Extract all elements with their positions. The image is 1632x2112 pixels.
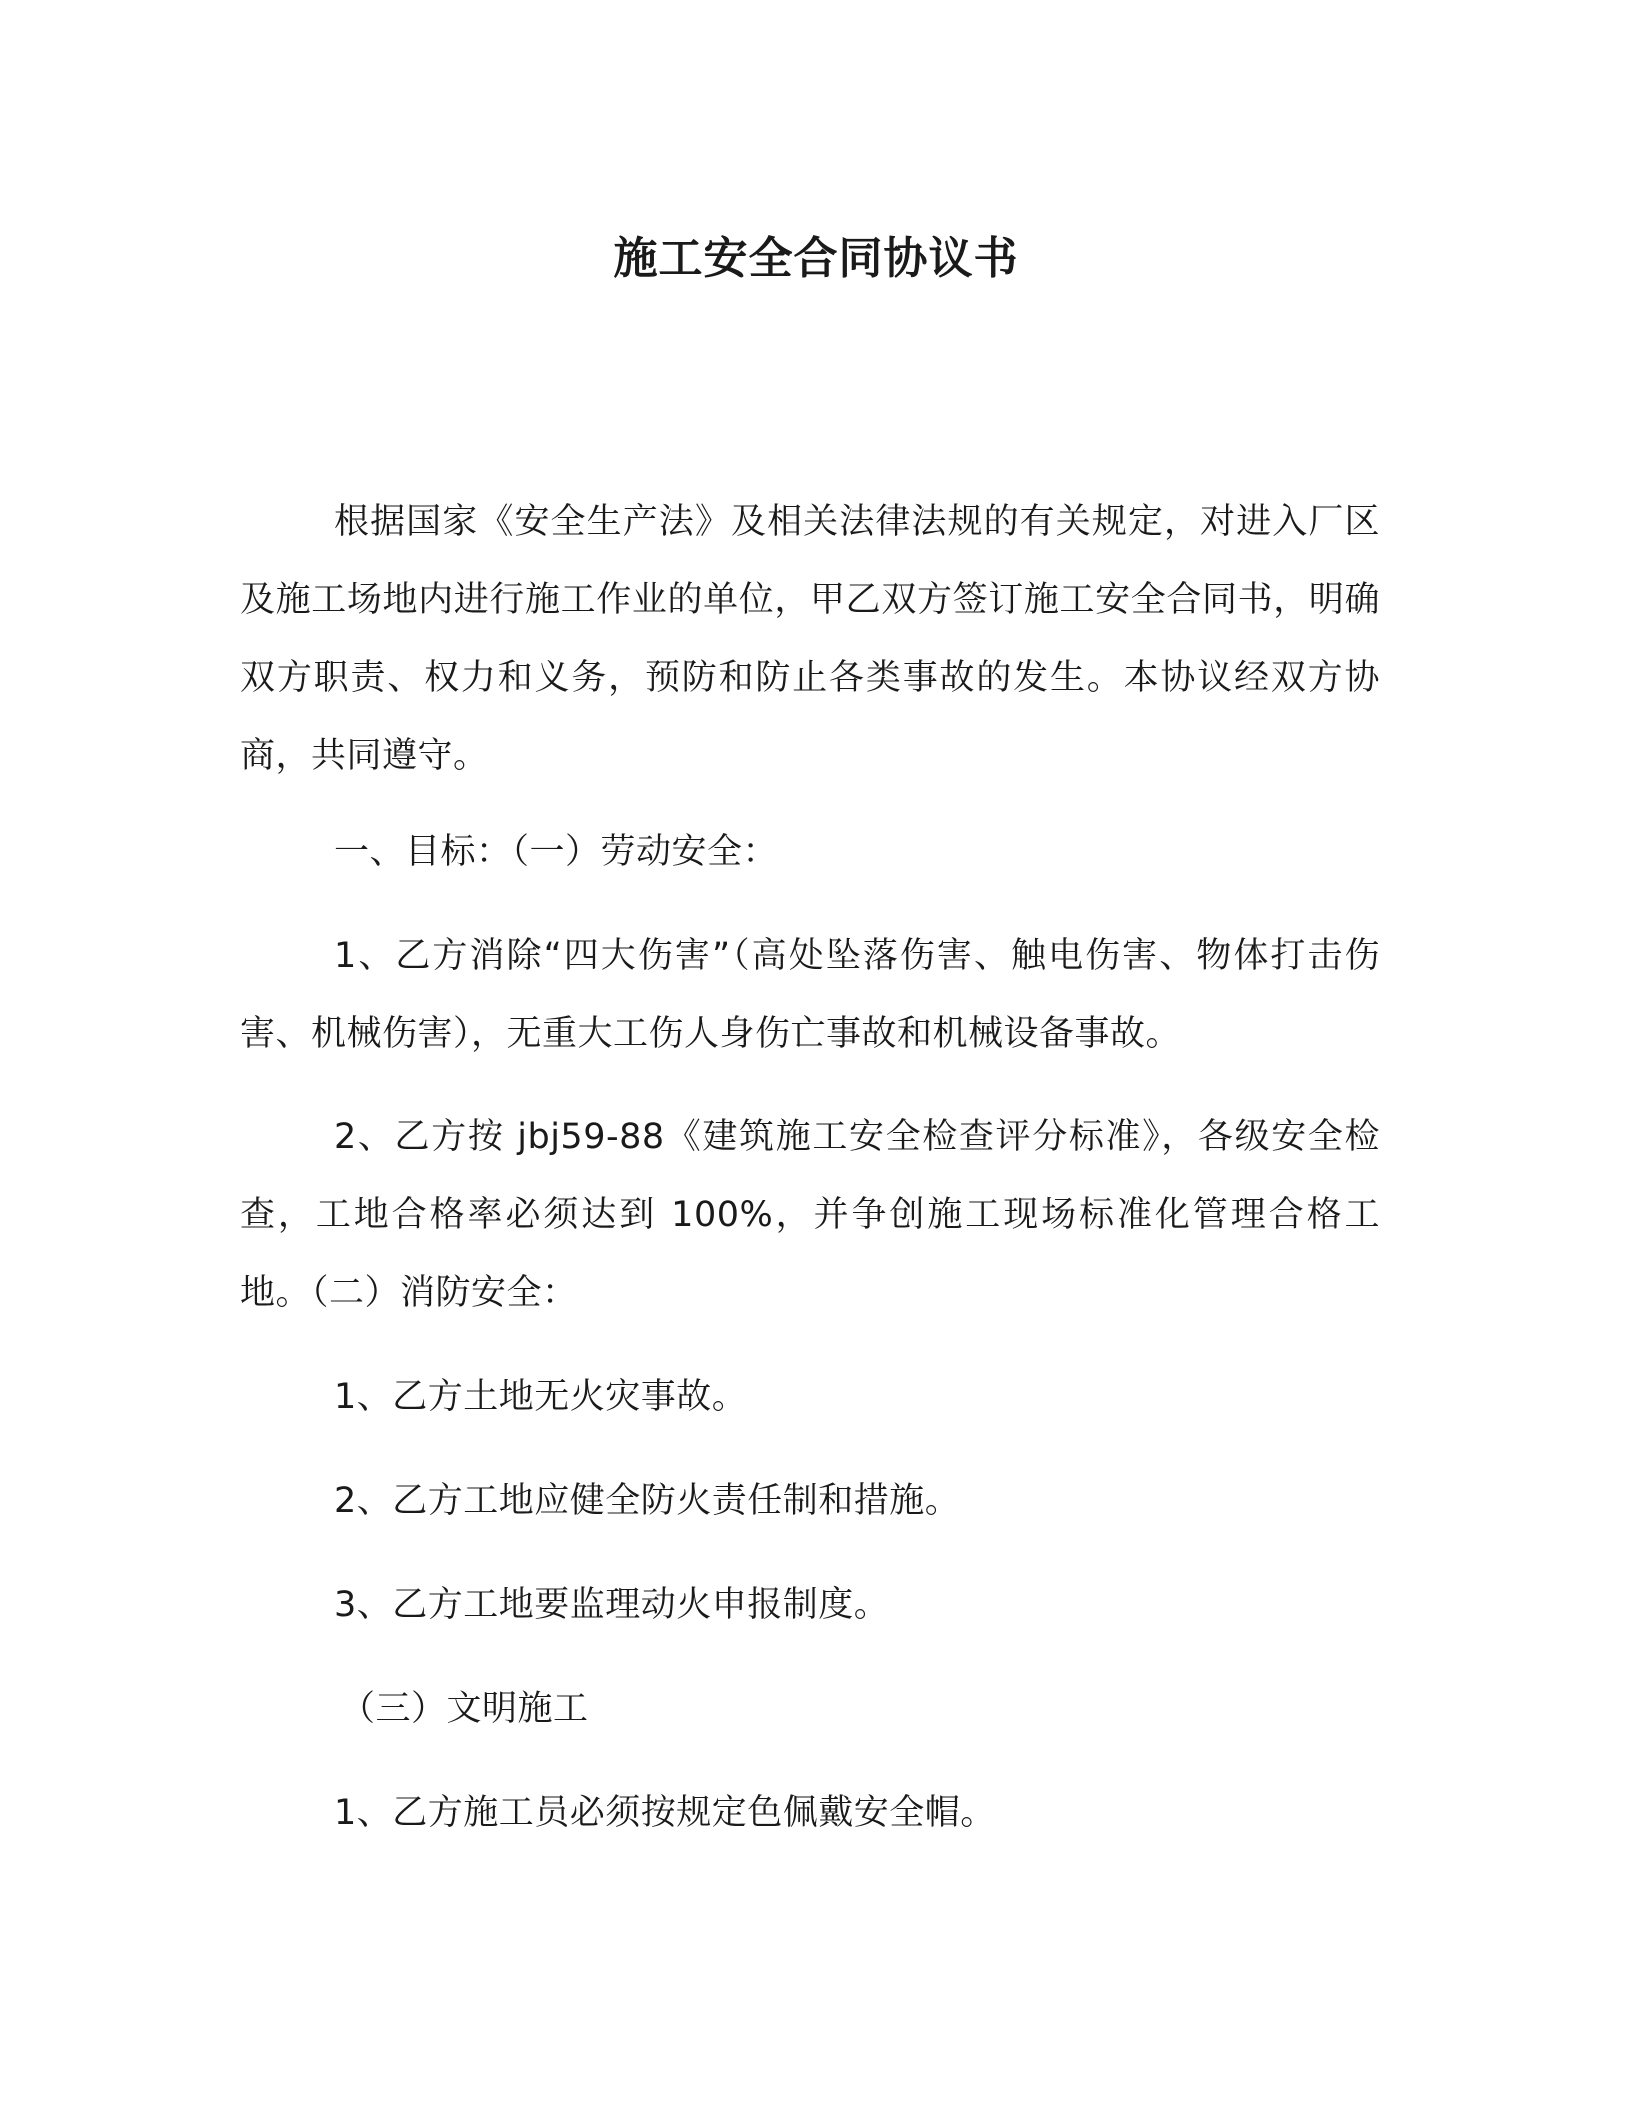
fire-safety-item-2: 2、乙方工地应健全防火责任制和措施。 (334, 1481, 961, 1521)
document-title: 施工安全合同协议书 (613, 233, 1019, 284)
fire-safety-item-3: 3、乙方工地要监理动火申报制度。 (334, 1585, 890, 1625)
civilized-construction-item-1: 1、乙方施工员必须按规定色佩戴安全帽。 (334, 1793, 996, 1833)
labor-safety-item-1: 1、乙方消除“四大伤害”（高处坠落伤害、触电伤害、物体打击伤害、机械伤害），无重大工伤人身伤亡事故和机械设备事故。 (240, 936, 1380, 1054)
intro-paragraph: 根据国家《安全生产法》及相关法律法规的有关规定，对进入厂区及施工场地内进行施工作业的单位，甲乙双方签订施工安全合同书，明确双方职责、权力和义务，预防和防止各类事故的发生。本协议经双方协商，共同遵守。 (240, 502, 1380, 776)
goal-heading: 一、目标：（一）劳动安全： (334, 832, 779, 872)
labor-safety-item-2: 2、乙方按 jbj59-88《建筑施工安全检查评分标准》，各级安全检查，工地合格率必须达到 100%，并争创施工现场标准化管理合格工地。（二）消防安全： (240, 1117, 1380, 1313)
fire-safety-item-1: 1、乙方土地无火灾事故。 (334, 1377, 748, 1417)
civilized-construction-heading: （三）文明施工 (340, 1689, 589, 1729)
